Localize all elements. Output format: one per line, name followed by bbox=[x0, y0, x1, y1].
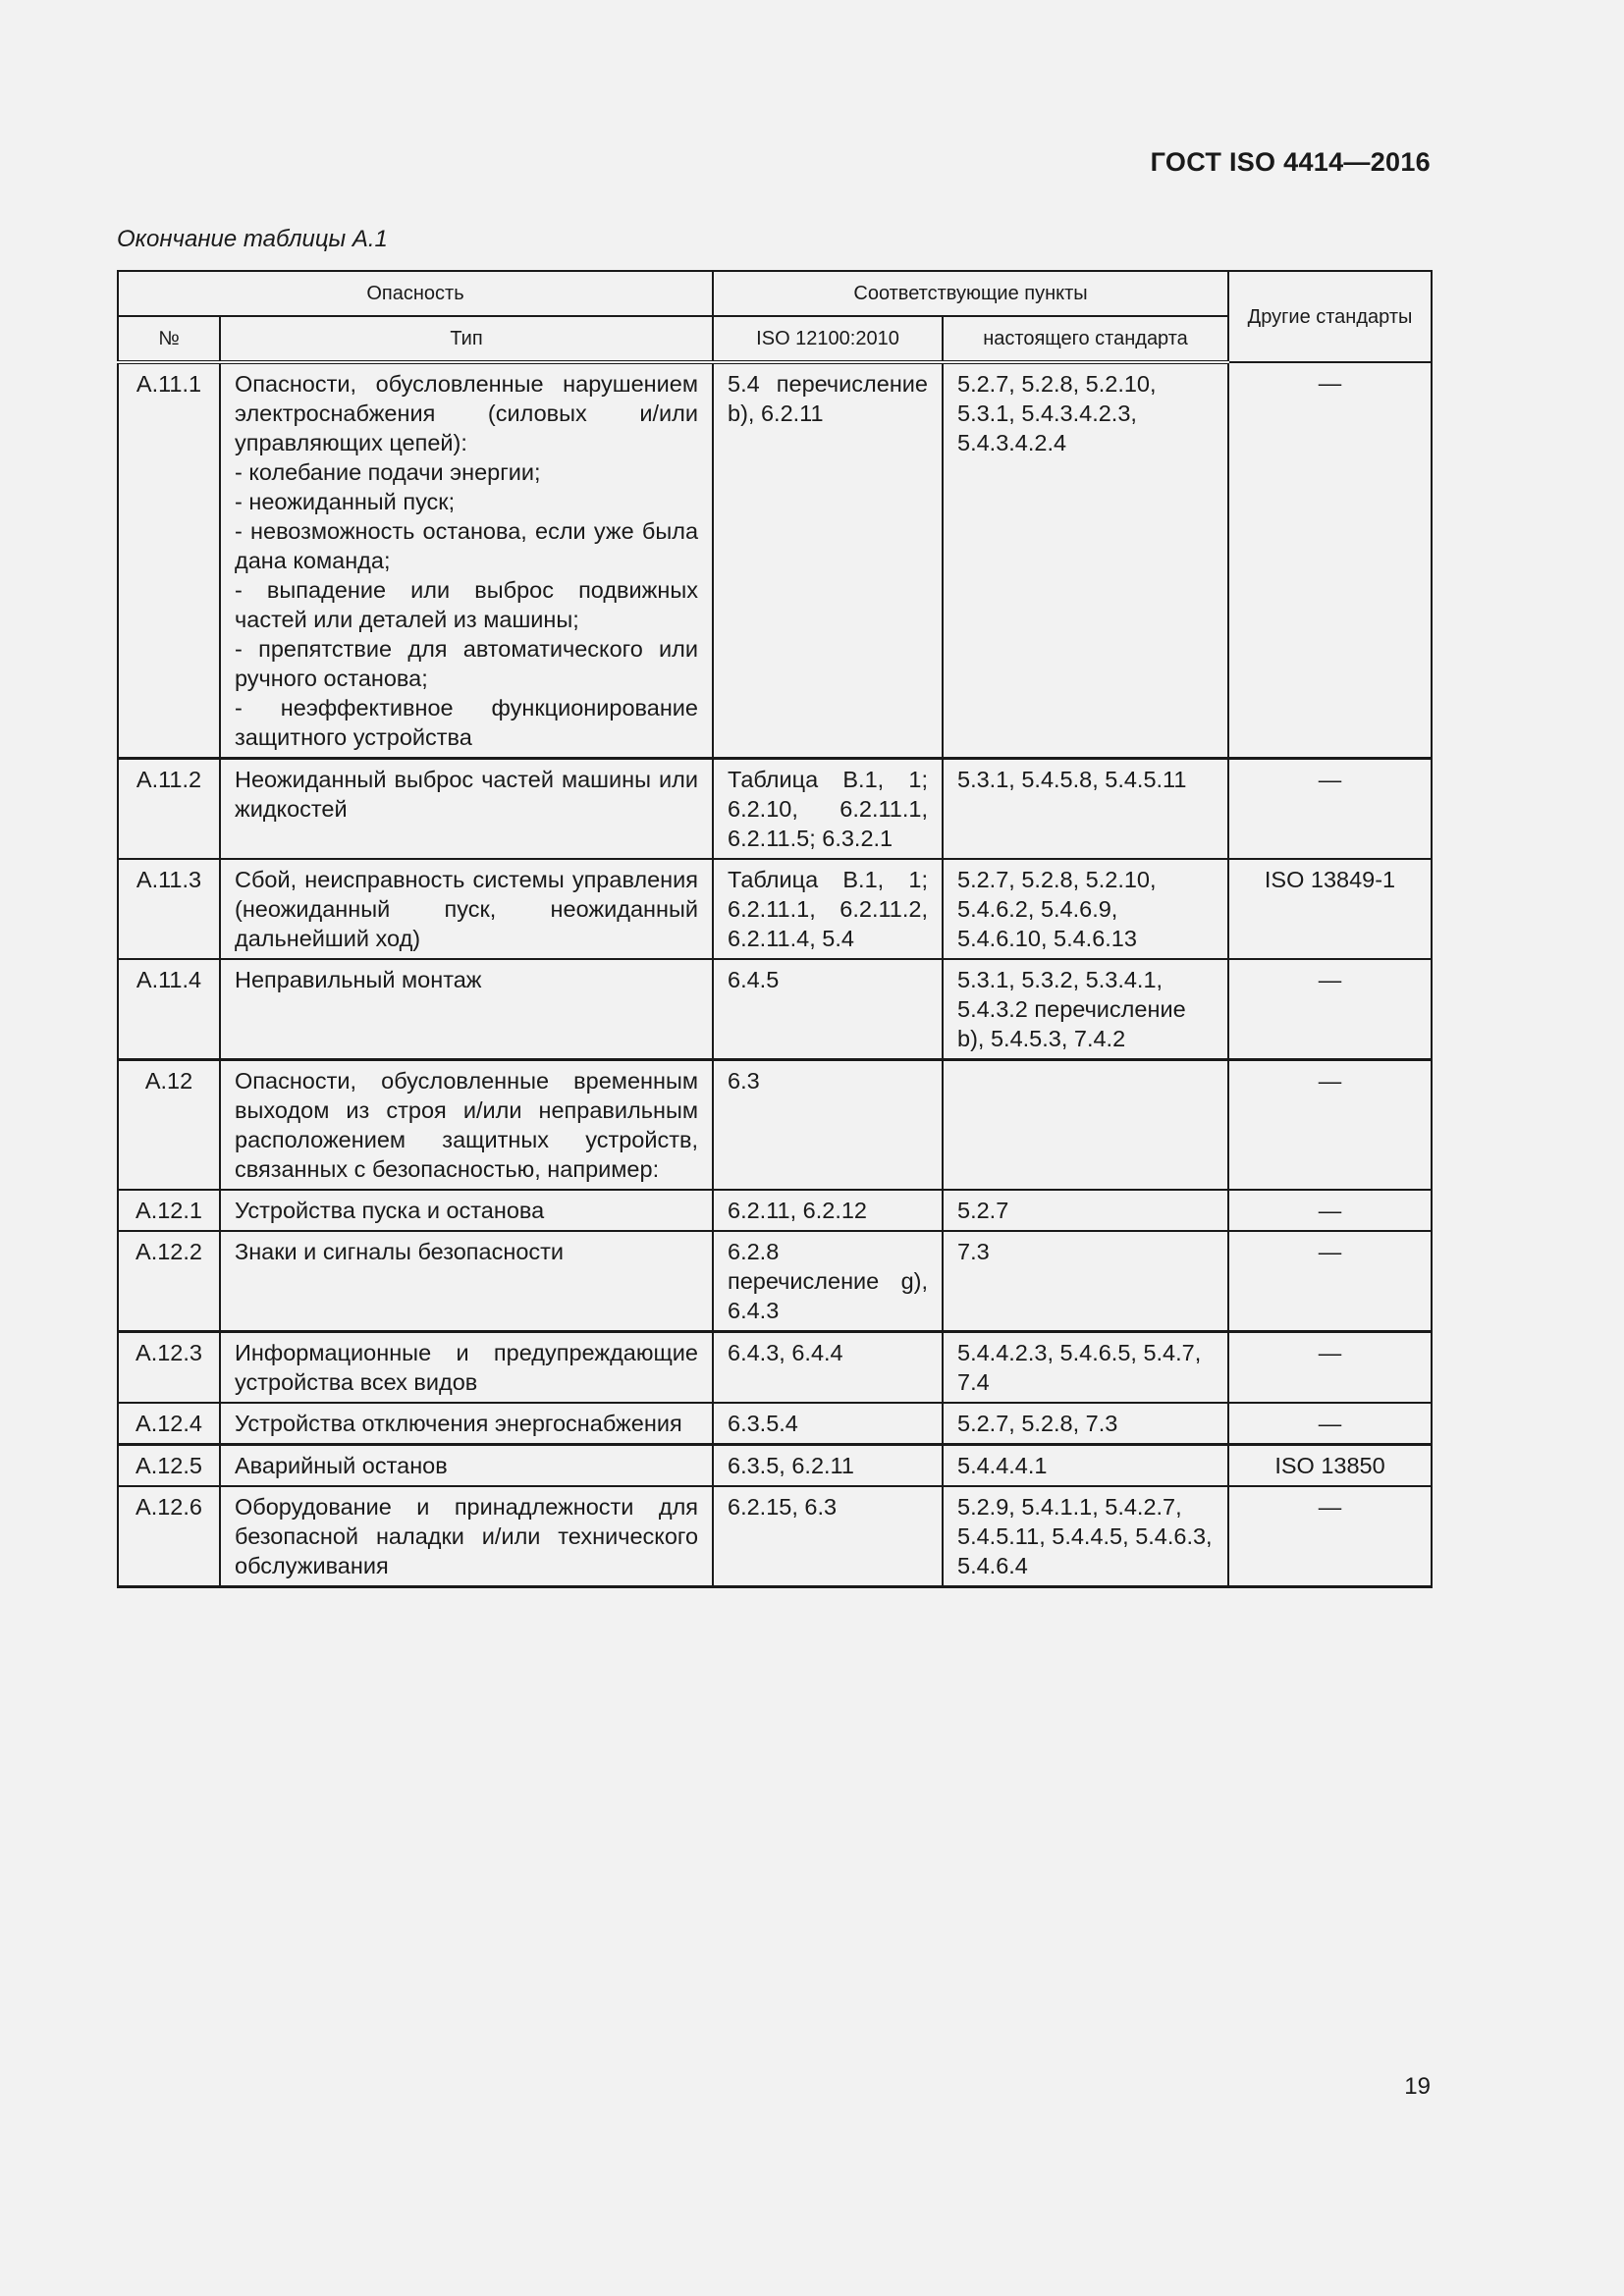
hazard-number: А.11.3 bbox=[118, 859, 220, 959]
other-standards: — bbox=[1228, 1231, 1432, 1332]
hazard-number: А.12.3 bbox=[118, 1332, 220, 1404]
iso-12100-clauses: 6.2.8 перечисление g), 6.4.3 bbox=[713, 1231, 943, 1332]
this-standard-clauses: 5.2.7, 5.2.8, 7.3 bbox=[943, 1403, 1228, 1445]
hazard-type-line: - неожиданный пуск; bbox=[235, 489, 456, 514]
hazard-type: Аварийный останов bbox=[220, 1445, 713, 1487]
table-row bbox=[118, 1403, 1432, 1445]
other-standards: — bbox=[1228, 1486, 1432, 1587]
hazard-number: А.12.4 bbox=[118, 1403, 220, 1445]
hazard-type-line: Опасности, обусловленные нарушением электроснабжения (силовых и/или управляющих цепей): bbox=[235, 371, 699, 455]
other-standards: — bbox=[1228, 1190, 1432, 1231]
other-standards: ISO 13849-1 bbox=[1228, 859, 1432, 959]
hazard-type-line: - неэффективное функционирование защитного устройства bbox=[235, 695, 699, 750]
hazard-type: Неожиданный выброс частей машины или жидкостей bbox=[220, 759, 713, 860]
this-standard-clauses: 5.2.7 bbox=[943, 1190, 1228, 1231]
hazard-type: Устройства пуска и останова bbox=[220, 1190, 713, 1231]
table-row bbox=[118, 759, 1432, 860]
table-caption: Окончание таблицы А.1 bbox=[117, 226, 388, 252]
header-number: № bbox=[118, 316, 220, 362]
iso-12100-clauses: 6.4.5 bbox=[713, 959, 943, 1060]
page-number: 19 bbox=[1404, 2073, 1431, 2100]
iso-12100-clauses: 5.4 перечисление b), 6.2.11 bbox=[713, 362, 943, 759]
other-standards: — bbox=[1228, 1060, 1432, 1191]
hazard-number: А.11.2 bbox=[118, 759, 220, 860]
header-this-standard: настоящего стандарта bbox=[943, 316, 1228, 362]
hazards-table bbox=[117, 270, 1433, 1588]
table-row bbox=[118, 859, 1432, 959]
this-standard-clauses bbox=[943, 1060, 1228, 1191]
iso-12100-clauses: 6.2.11, 6.2.12 bbox=[713, 1190, 943, 1231]
table-body bbox=[118, 362, 1432, 1587]
hazard-number: А.11.1 bbox=[118, 362, 220, 759]
this-standard-clauses: 5.2.7, 5.2.8, 5.2.10, 5.4.6.2, 5.4.6.9, 5.4.6.10, 5.4.6.13 bbox=[943, 859, 1228, 959]
table-header-row bbox=[118, 271, 1432, 316]
header-iso-12100: ISO 12100:2010 bbox=[713, 316, 943, 362]
iso-12100-clauses: 6.3.5, 6.2.11 bbox=[713, 1445, 943, 1487]
this-standard-clauses: 5.4.4.2.3, 5.4.6.5, 5.4.7, 7.4 bbox=[943, 1332, 1228, 1404]
hazard-number: А.12.5 bbox=[118, 1445, 220, 1487]
hazard-type: Устройства отключения энергоснабжения bbox=[220, 1403, 713, 1445]
hazard-type-line: - выпадение или выброс подвижных частей или деталей из машины; bbox=[235, 577, 699, 632]
header-corresponding-clauses: Соответствующие пункты bbox=[713, 271, 1228, 316]
other-standards: — bbox=[1228, 959, 1432, 1060]
hazard-type: Неправильный монтаж bbox=[220, 959, 713, 1060]
hazard-type: Оборудование и принадлежности для безопасной наладки и/или технического обслуживания bbox=[220, 1486, 713, 1587]
table-row bbox=[118, 1231, 1432, 1332]
hazard-type: Знаки и сигналы безопасности bbox=[220, 1231, 713, 1332]
hazard-number: А.12.6 bbox=[118, 1486, 220, 1587]
iso-12100-clauses: 6.3.5.4 bbox=[713, 1403, 943, 1445]
other-standards: ISO 13850 bbox=[1228, 1445, 1432, 1487]
hazard-type: Сбой, неисправность системы управления (неожиданный пуск, неожиданный дальнейший ход) bbox=[220, 859, 713, 959]
hazard-number: А.12 bbox=[118, 1060, 220, 1191]
table-row bbox=[118, 959, 1432, 1060]
hazard-type-line: - невозможность останова, если уже была дана команда; bbox=[235, 518, 699, 573]
table-row bbox=[118, 1445, 1432, 1487]
hazard-number: А.11.4 bbox=[118, 959, 220, 1060]
table-row bbox=[118, 1486, 1432, 1587]
hazard-number: А.12.1 bbox=[118, 1190, 220, 1231]
table-row bbox=[118, 1332, 1432, 1404]
iso-12100-clauses: Таблица В.1, 1; 6.2.11.1, 6.2.11.2, 6.2.11.4, 5.4 bbox=[713, 859, 943, 959]
hazard-type-line: - колебание подачи энергии; bbox=[235, 459, 541, 485]
this-standard-clauses: 5.2.7, 5.2.8, 5.2.10, 5.3.1, 5.4.3.4.2.3, 5.4.3.4.2.4 bbox=[943, 362, 1228, 759]
other-standards: — bbox=[1228, 1403, 1432, 1445]
this-standard-clauses: 5.4.4.4.1 bbox=[943, 1445, 1228, 1487]
iso-12100-clauses: 6.4.3, 6.4.4 bbox=[713, 1332, 943, 1404]
hazard-type bbox=[220, 362, 713, 759]
iso-12100-clauses: 6.3 bbox=[713, 1060, 943, 1191]
table-row bbox=[118, 1060, 1432, 1191]
iso-12100-clauses: Таблица В.1, 1; 6.2.10, 6.2.11.1, 6.2.11.5; 6.3.2.1 bbox=[713, 759, 943, 860]
this-standard-clauses: 5.2.9, 5.4.1.1, 5.4.2.7, 5.4.5.11, 5.4.4.5, 5.4.6.3, 5.4.6.4 bbox=[943, 1486, 1228, 1587]
header-hazard: Опасность bbox=[118, 271, 713, 316]
document-code: ГОСТ ISO 4414—2016 bbox=[1150, 147, 1431, 177]
table-row bbox=[118, 362, 1432, 759]
hazard-number: А.12.2 bbox=[118, 1231, 220, 1332]
this-standard-clauses: 7.3 bbox=[943, 1231, 1228, 1332]
iso-12100-clauses: 6.2.15, 6.3 bbox=[713, 1486, 943, 1587]
other-standards: — bbox=[1228, 759, 1432, 860]
other-standards: — bbox=[1228, 1332, 1432, 1404]
other-standards: — bbox=[1228, 362, 1432, 759]
header-type: Тип bbox=[220, 316, 713, 362]
this-standard-clauses: 5.3.1, 5.3.2, 5.3.4.1, 5.4.3.2 перечисление b), 5.4.5.3, 7.4.2 bbox=[943, 959, 1228, 1060]
table-row bbox=[118, 1190, 1432, 1231]
header-other-standards: Другие стандарты bbox=[1228, 271, 1432, 362]
hazard-type: Информационные и предупреждающие устройства всех видов bbox=[220, 1332, 713, 1404]
this-standard-clauses: 5.3.1, 5.4.5.8, 5.4.5.11 bbox=[943, 759, 1228, 860]
hazard-type-line: - препятствие для автоматического или ручного останова; bbox=[235, 636, 699, 691]
hazard-type: Опасности, обусловленные временным выходом из строя и/или неправильным расположением защитных устройств, связанных с безопасностью, например: bbox=[220, 1060, 713, 1191]
